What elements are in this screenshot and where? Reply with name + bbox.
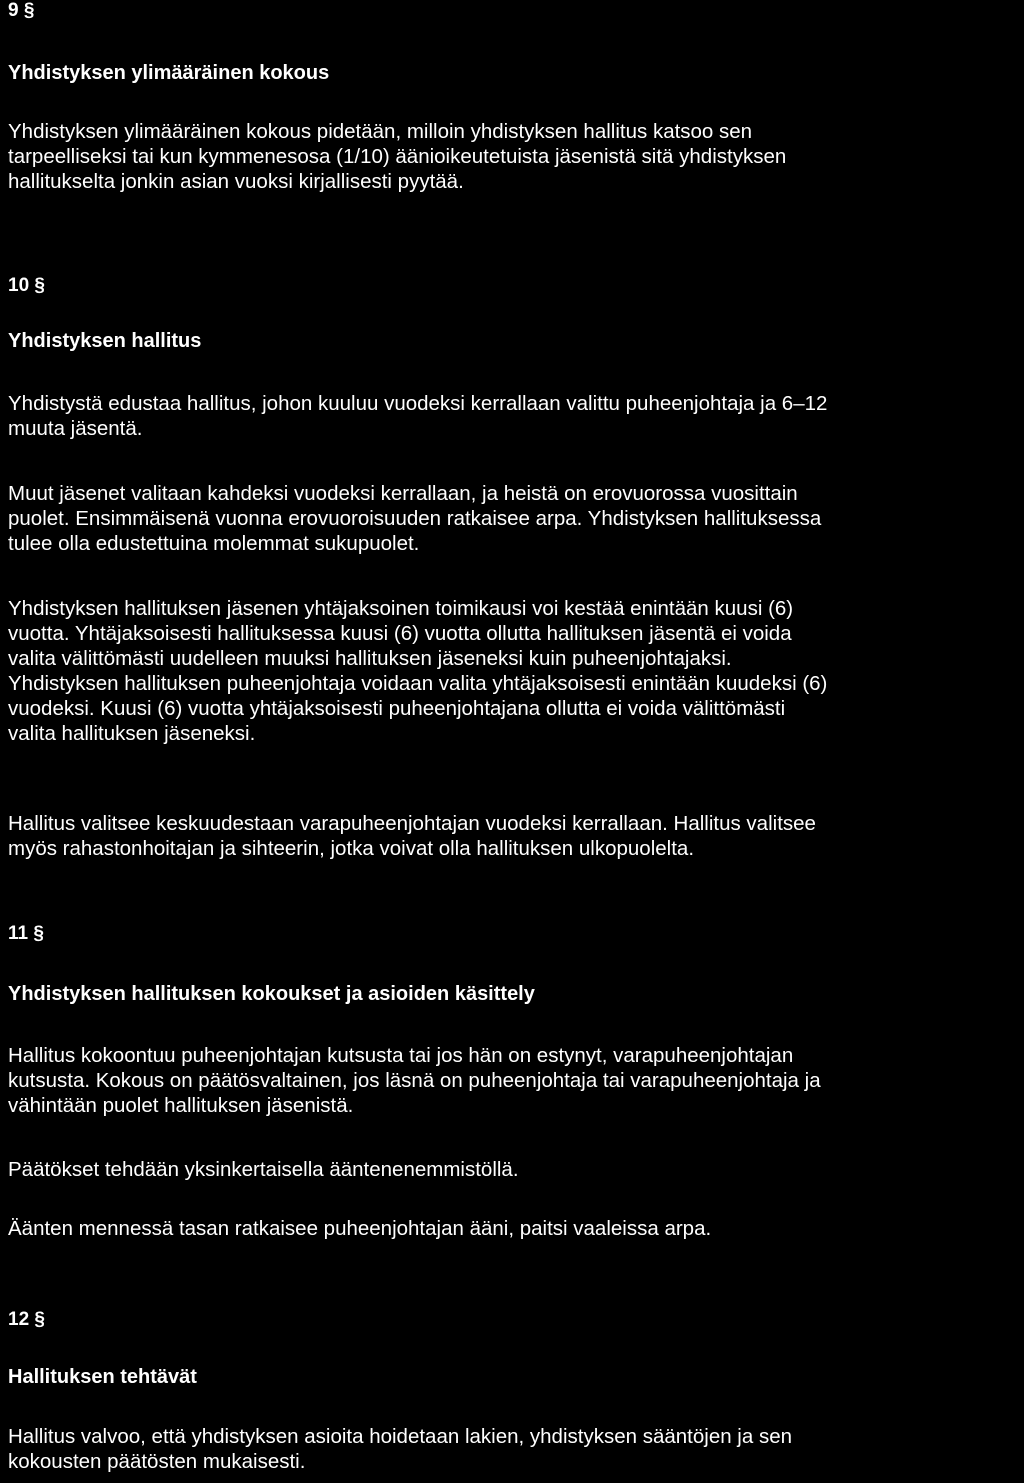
paragraph: [8, 811, 1018, 861]
paragraph: [8, 1216, 1018, 1241]
section-number: 11 §: [8, 923, 44, 944]
text-line: valita hallituksen jäseneksi.: [8, 722, 256, 745]
text-line: kutsusta. Kokous on päätösvaltainen, jos läsnä on puheenjohtaja tai varapuheenjohtaja ja: [8, 1069, 821, 1092]
text-line: Hallitus valvoo, että yhdistyksen asioita hoidetaan lakien, yhdistyksen sääntöjen ja sen: [8, 1425, 793, 1448]
text-line: puolet. Ensimmäisenä vuonna erovuoroisuuden ratkaisee arpa. Yhdistyksen hallituksessa: [8, 507, 822, 530]
text-line: myös rahastonhoitajan ja sihteerin, jotka voivat olla hallituksen ulkopuolelta.: [8, 837, 695, 860]
text-line: Yhdistyksen hallituksen puheenjohtaja voidaan valita yhtäjaksoisesti enintään kuudeksi (6): [8, 672, 828, 695]
text-line: Päätökset tehdään yksinkertaisella ääntenenemmistöllä.: [8, 1158, 519, 1181]
section-title: Yhdistyksen ylimääräinen kokous: [8, 62, 330, 84]
paragraph: [8, 481, 1018, 556]
paragraph: [8, 596, 1018, 746]
text-line: Hallitus kokoontuu puheenjohtajan kutsusta tai jos hän on estynyt, varapuheenjohtajan: [8, 1044, 794, 1067]
paragraph: [8, 391, 1018, 441]
text-line: vuotta. Yhtäjaksoisesti hallituksessa kuusi (6) vuotta ollutta hallituksen jäsentä ei voida: [8, 622, 792, 645]
section-title: Yhdistyksen hallitus: [8, 330, 202, 352]
section-number: 12 §: [8, 1309, 45, 1330]
text-line: Muut jäsenet valitaan kahdeksi vuodeksi kerrallaan, ja heistä on erovuorossa vuosittain: [8, 482, 798, 505]
text-line: Yhdistyksen ylimääräinen kokous pidetään, milloin yhdistyksen hallitus katsoo sen: [8, 120, 753, 143]
text-line: Yhdistystä edustaa hallitus, johon kuuluu vuodeksi kerrallaan valittu puheenjohtaja ja 6–12: [8, 392, 828, 415]
section-number: 9 §: [8, 0, 35, 21]
text-line: tarpeelliseksi tai kun kymmenesosa (1/10) äänioikeutetuista jäsenistä sitä yhdistyksen: [8, 145, 787, 168]
text-line: valita välittömästi uudelleen muuksi hallituksen jäseneksi kuin puheenjohtajaksi.: [8, 647, 732, 670]
text-line: Yhdistyksen hallituksen jäsenen yhtäjaksoinen toimikausi voi kestää enintään kuusi (6): [8, 597, 794, 620]
text-line: hallitukselta jonkin asian vuoksi kirjallisesti pyytää.: [8, 170, 464, 193]
text-line: Äänten mennessä tasan ratkaisee puheenjohtajan ääni, paitsi vaaleissa arpa.: [8, 1217, 712, 1240]
section-number: 10 §: [8, 275, 45, 296]
paragraph: [8, 119, 1018, 194]
text-line: vuodeksi. Kuusi (6) vuotta yhtäjaksoisesti puheenjohtajana ollutta ei voida välittömästi: [8, 697, 786, 720]
text-line: Hallitus valitsee keskuudestaan varapuheenjohtajan vuodeksi kerrallaan. Hallitus valitsee: [8, 812, 816, 835]
text-line: kokousten päätösten mukaisesti.: [8, 1450, 306, 1473]
text-line: tulee olla edustettuina molemmat sukupuolet.: [8, 532, 420, 555]
text-line: vähintään puolet hallituksen jäsenistä.: [8, 1094, 354, 1117]
paragraph: [8, 1043, 1018, 1118]
paragraph: [8, 1424, 1018, 1474]
section-title: Hallituksen tehtävät: [8, 1366, 197, 1388]
section-title: Yhdistyksen hallituksen kokoukset ja asioiden käsittely: [8, 983, 535, 1005]
paragraph: [8, 1157, 1018, 1182]
text-line: muuta jäsentä.: [8, 417, 143, 440]
